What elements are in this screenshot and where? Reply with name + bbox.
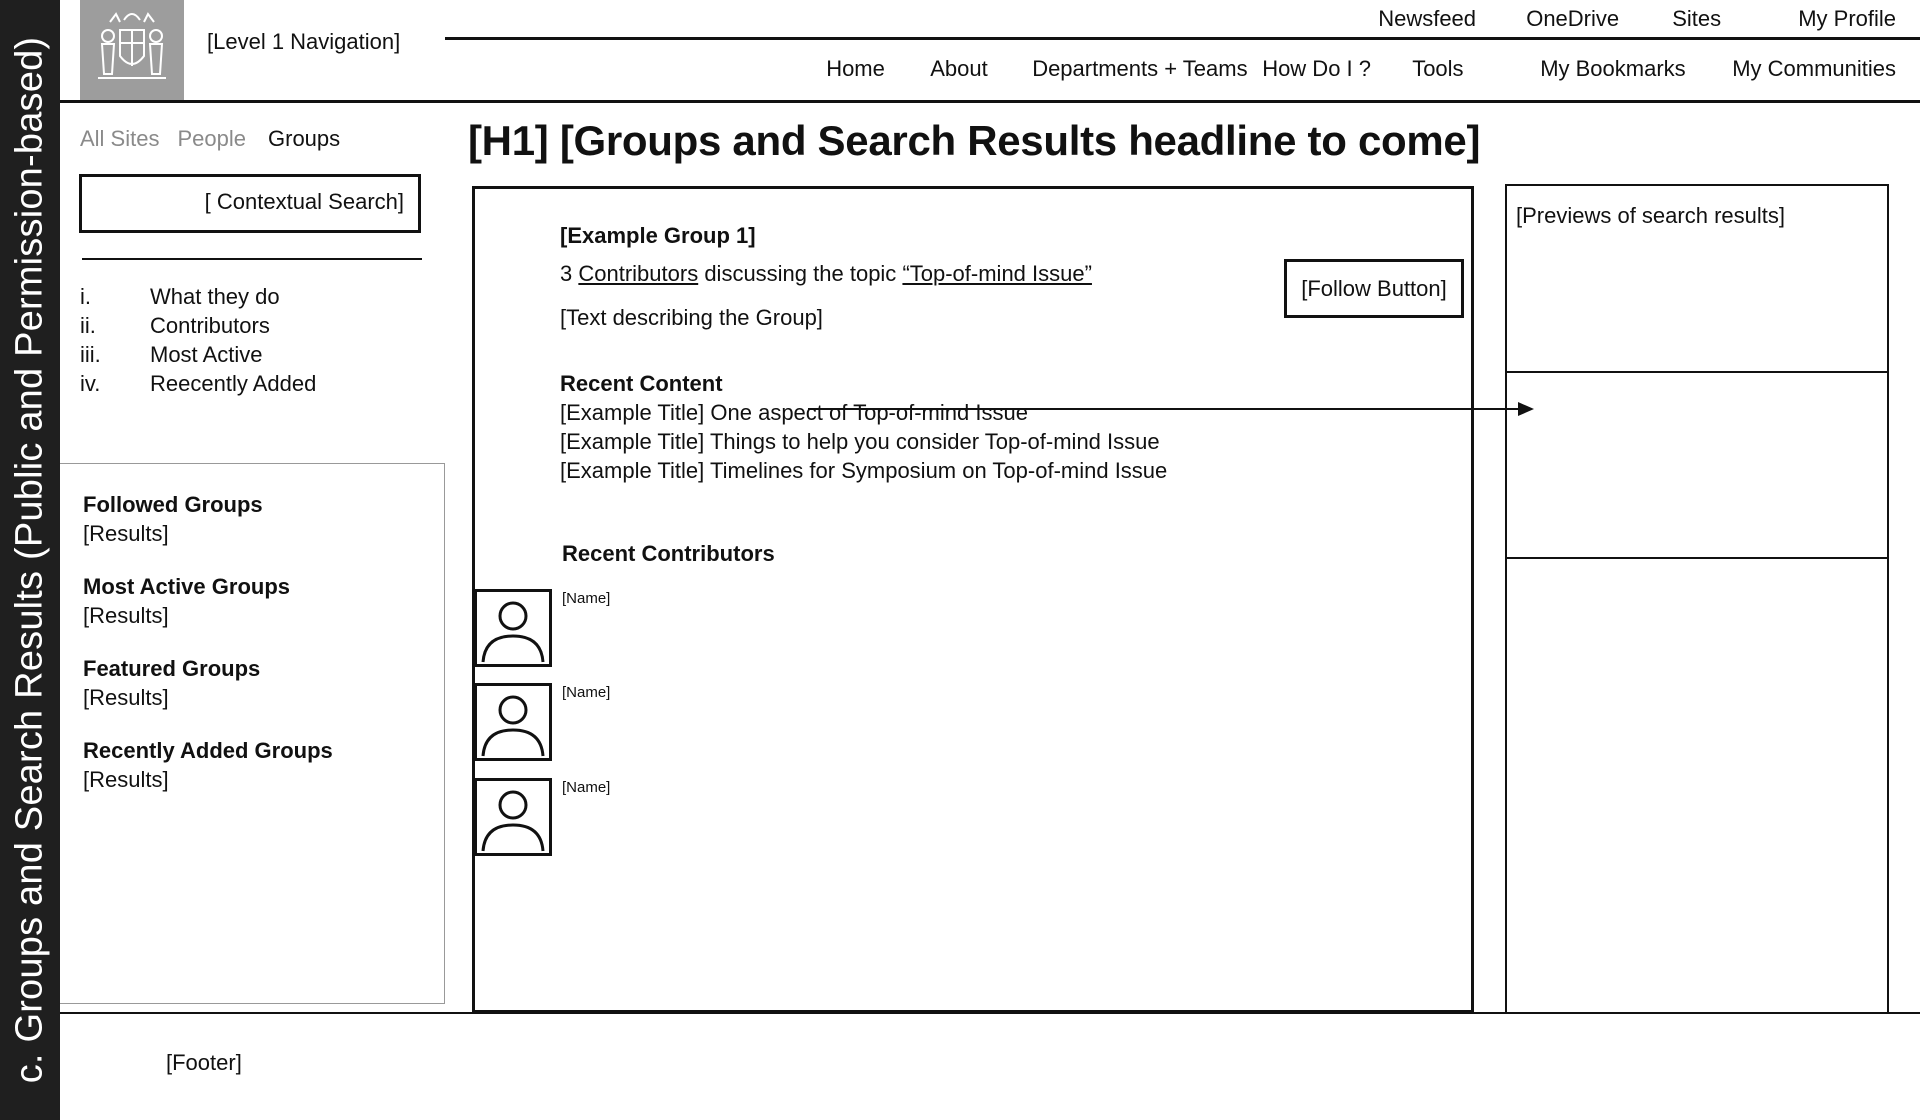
side-title-band <box>0 0 60 1120</box>
group-list-title[interactable]: Followed Groups <box>83 492 263 517</box>
toc-label: Reecently Added <box>150 371 317 396</box>
page-toc <box>80 282 316 398</box>
main-nav <box>826 56 1896 82</box>
recently-added-groups <box>83 736 333 794</box>
tab-all-sites[interactable]: All Sites <box>80 126 160 151</box>
group-list-title[interactable]: Featured Groups <box>83 656 261 681</box>
tab-groups[interactable]: Groups <box>268 126 341 151</box>
follow-button[interactable]: [Follow Button] <box>1284 259 1464 318</box>
nav-home[interactable]: Home <box>826 56 885 81</box>
side-title: c. Groups and Search Results (Public and Permission-based) <box>8 36 51 1084</box>
user-avatar-icon[interactable] <box>474 778 552 856</box>
recent-content-item[interactable]: [Example Title] One aspect of Top-of-mind Issue <box>560 400 1028 425</box>
recent-content-list <box>560 398 1167 485</box>
search-preview-label: [Previews of search results] <box>1516 203 1785 228</box>
topic-text: discussing the topic <box>698 261 903 286</box>
toc-item[interactable] <box>80 282 316 311</box>
topic-link[interactable]: “Top-of-mind Issue” <box>902 261 1092 286</box>
contributors-link[interactable]: Contributors <box>578 261 699 286</box>
utility-nav <box>1378 6 1896 32</box>
search-preview-column <box>1505 184 1889 1013</box>
contributor-name[interactable]: [Name] <box>562 590 611 607</box>
contributor-name[interactable]: [Name] <box>562 779 611 796</box>
toc-label: Contributors <box>150 313 270 338</box>
toc-number: ii. <box>80 313 96 338</box>
user-avatar-icon[interactable] <box>474 683 552 761</box>
toc-item[interactable] <box>80 369 316 398</box>
preview-divider <box>1505 557 1889 559</box>
contributor-name[interactable]: [Name] <box>562 684 611 701</box>
group-lists-panel <box>60 463 445 1004</box>
followed-groups <box>83 490 263 548</box>
group-summary <box>560 261 1092 287</box>
group-list-results[interactable]: [Results] <box>83 521 169 546</box>
toc-number: iii. <box>80 342 101 367</box>
group-list-results[interactable]: [Results] <box>83 685 169 710</box>
nav-about[interactable]: About <box>930 56 988 81</box>
group-list-results[interactable]: [Results] <box>83 767 169 792</box>
preview-divider <box>1505 371 1889 373</box>
featured-groups <box>83 654 260 712</box>
toc-number: iv. <box>80 371 101 396</box>
toc-number: i. <box>80 284 91 309</box>
header-divider <box>60 100 1920 103</box>
search-scope-tabs <box>80 126 340 152</box>
toc-label: What they do <box>150 284 280 309</box>
contextual-search-input[interactable]: [ Contextual Search] <box>79 174 421 233</box>
toc-item[interactable] <box>80 311 316 340</box>
nav-departments-teams[interactable]: Departments + Teams <box>1032 56 1248 81</box>
recent-content-heading: Recent Content <box>560 371 723 396</box>
left-divider <box>82 258 422 260</box>
toc-label: Most Active <box>150 342 263 367</box>
nav-my-profile[interactable]: My Profile <box>1798 6 1896 31</box>
group-list-title[interactable]: Recently Added Groups <box>83 738 333 763</box>
footer: [Footer] <box>166 1050 242 1075</box>
recent-content-item[interactable]: [Example Title] Things to help you consider Top-of-mind Issue <box>560 429 1160 454</box>
tab-people[interactable]: People <box>177 126 246 151</box>
nav-sites[interactable]: Sites <box>1672 6 1722 31</box>
toc-item[interactable] <box>80 340 316 369</box>
nav-my-communities[interactable]: My Communities <box>1732 56 1896 81</box>
group-description: [Text describing the Group] <box>560 305 823 330</box>
most-active-groups <box>83 572 290 630</box>
nav-tools[interactable]: Tools <box>1412 56 1464 81</box>
group-title[interactable]: [Example Group 1] <box>560 223 756 248</box>
footer-divider <box>60 1012 1920 1014</box>
group-list-results[interactable]: [Results] <box>83 603 169 628</box>
page-title: [H1] [Groups and Search Results headline to come] <box>468 117 1481 164</box>
recent-contributors-heading: Recent Contributors <box>562 541 775 566</box>
recent-content-item[interactable]: [Example Title] Timelines for Symposium on Top-of-mind Issue <box>560 458 1168 483</box>
nav-how-do-i[interactable]: How Do I ? <box>1262 56 1372 81</box>
group-list-title[interactable]: Most Active Groups <box>83 574 290 599</box>
crest-logo-icon[interactable] <box>80 0 184 102</box>
nav-onedrive[interactable]: OneDrive <box>1526 6 1620 31</box>
contributor-count: 3 <box>560 261 579 286</box>
user-avatar-icon[interactable] <box>474 589 552 667</box>
nav-my-bookmarks[interactable]: My Bookmarks <box>1540 56 1686 81</box>
level1-navigation[interactable]: [Level 1 Navigation] <box>207 29 401 54</box>
nav-newsfeed[interactable]: Newsfeed <box>1378 6 1477 31</box>
utility-divider <box>445 37 1920 40</box>
